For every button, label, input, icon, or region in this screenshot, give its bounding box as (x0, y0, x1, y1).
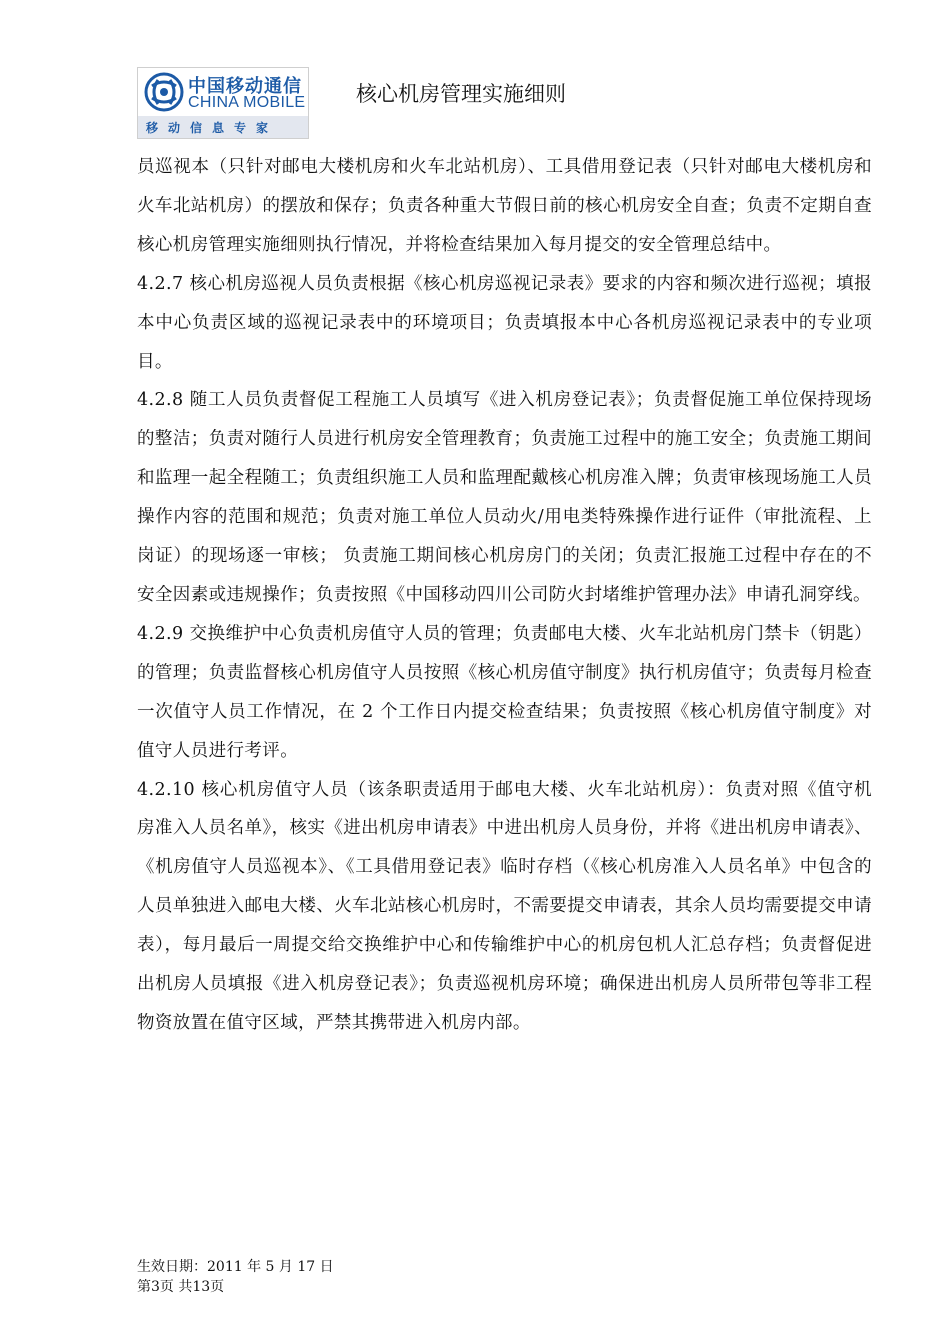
company-logo (137, 67, 309, 139)
page-footer (137, 1257, 334, 1297)
logo-slogan: 移动信息专家 (146, 121, 279, 135)
document-title: 核心机房管理实施细则 (356, 82, 566, 106)
logo-slogan-band (138, 116, 308, 138)
paragraph-4-2-10: 4.2.10 核心机房值守人员（该条职责适用于邮电大楼、火车北站机房）：负责对照《值守机房准入人员名单》，核实《进出机房申请表》中进出机房人员身份，并将《进出机房申请表》、《机房值守人员巡视本》、《工具借用登记表》临时存档（《核心机房准入人员名单》中包含的人员单独进入邮电大楼、火车北站核心机房时，不需要提交申请表，其余人员均需要提交申请表），每月最后一周提交给交换维护中心和传输维护中心的机房包机人汇总存档；负责督促进出机房人员填报《进入机房登记表》；负责巡视机房环境；确保进出机房人员所带包等非工程物资放置在值守区域，严禁其携带进入机房内部。 (137, 779, 872, 1033)
paragraph-continuation: 员巡视本（只针对邮电大楼机房和火车北站机房）、工具借用登记表（只针对邮电大楼机房和火车北站机房）的摆放和保存；负责各种重大节假日前的核心机房安全自查；负责不定期自查核心机房管理实施细则执行情况，并将检查结果加入每月提交的安全管理总结中。 (137, 157, 872, 255)
paragraph-4-2-8: 4.2.8 随工人员负责督促工程施工人员填写《进入机房登记表》；负责督促施工单位保持现场的整洁；负责对随行人员进行机房安全管理教育；负责施工过程中的施工安全；负责施工期间和监理一起全程随工；负责组织施工人员和监理配戴核心机房准入牌；负责审核现场施工人员操作内容的范围和规范；负责对施工单位人员动火/用电类特殊操作进行证件（审批流程、上岗证）的现场逐一审核； 负责施工期间核心机房房门的关闭；负责汇报施工过程中存在的不安全因素或违规操作；负责按照《中国移动四川公司防火封堵维护管理办法》申请孔洞穿线。 (137, 390, 872, 605)
paragraph-4-2-9: 4.2.9 交换维护中心负责机房值守人员的管理；负责邮电大楼、火车北站机房门禁卡（钥匙）的管理；负责监督核心机房值守人员按照《核心机房值守制度》执行机房值守；负责每月检查一次值守人员工作情况，在 2 个工作日内提交检查结果；负责按照《核心机房值守制度》对值守人员进行考评。 (137, 623, 872, 761)
document-body (137, 148, 872, 1043)
page-number: 第3页 共13页 (137, 1279, 225, 1295)
paragraph-4-2-7: 4.2.7 核心机房巡视人员负责根据《核心机房巡视记录表》要求的内容和频次进行巡视；填报本中心负责区域的巡视记录表中的环境项目；负责填报本中心各机房巡视记录表中的专业项目。 (137, 273, 872, 372)
china-mobile-logo-icon (144, 72, 184, 112)
logo-name-en: CHINA MOBILE (188, 94, 306, 111)
logo-name-cn: 中国移动通信 (188, 76, 302, 97)
effective-date: 生效日期：2011 年 5 月 17 日 (137, 1259, 334, 1275)
